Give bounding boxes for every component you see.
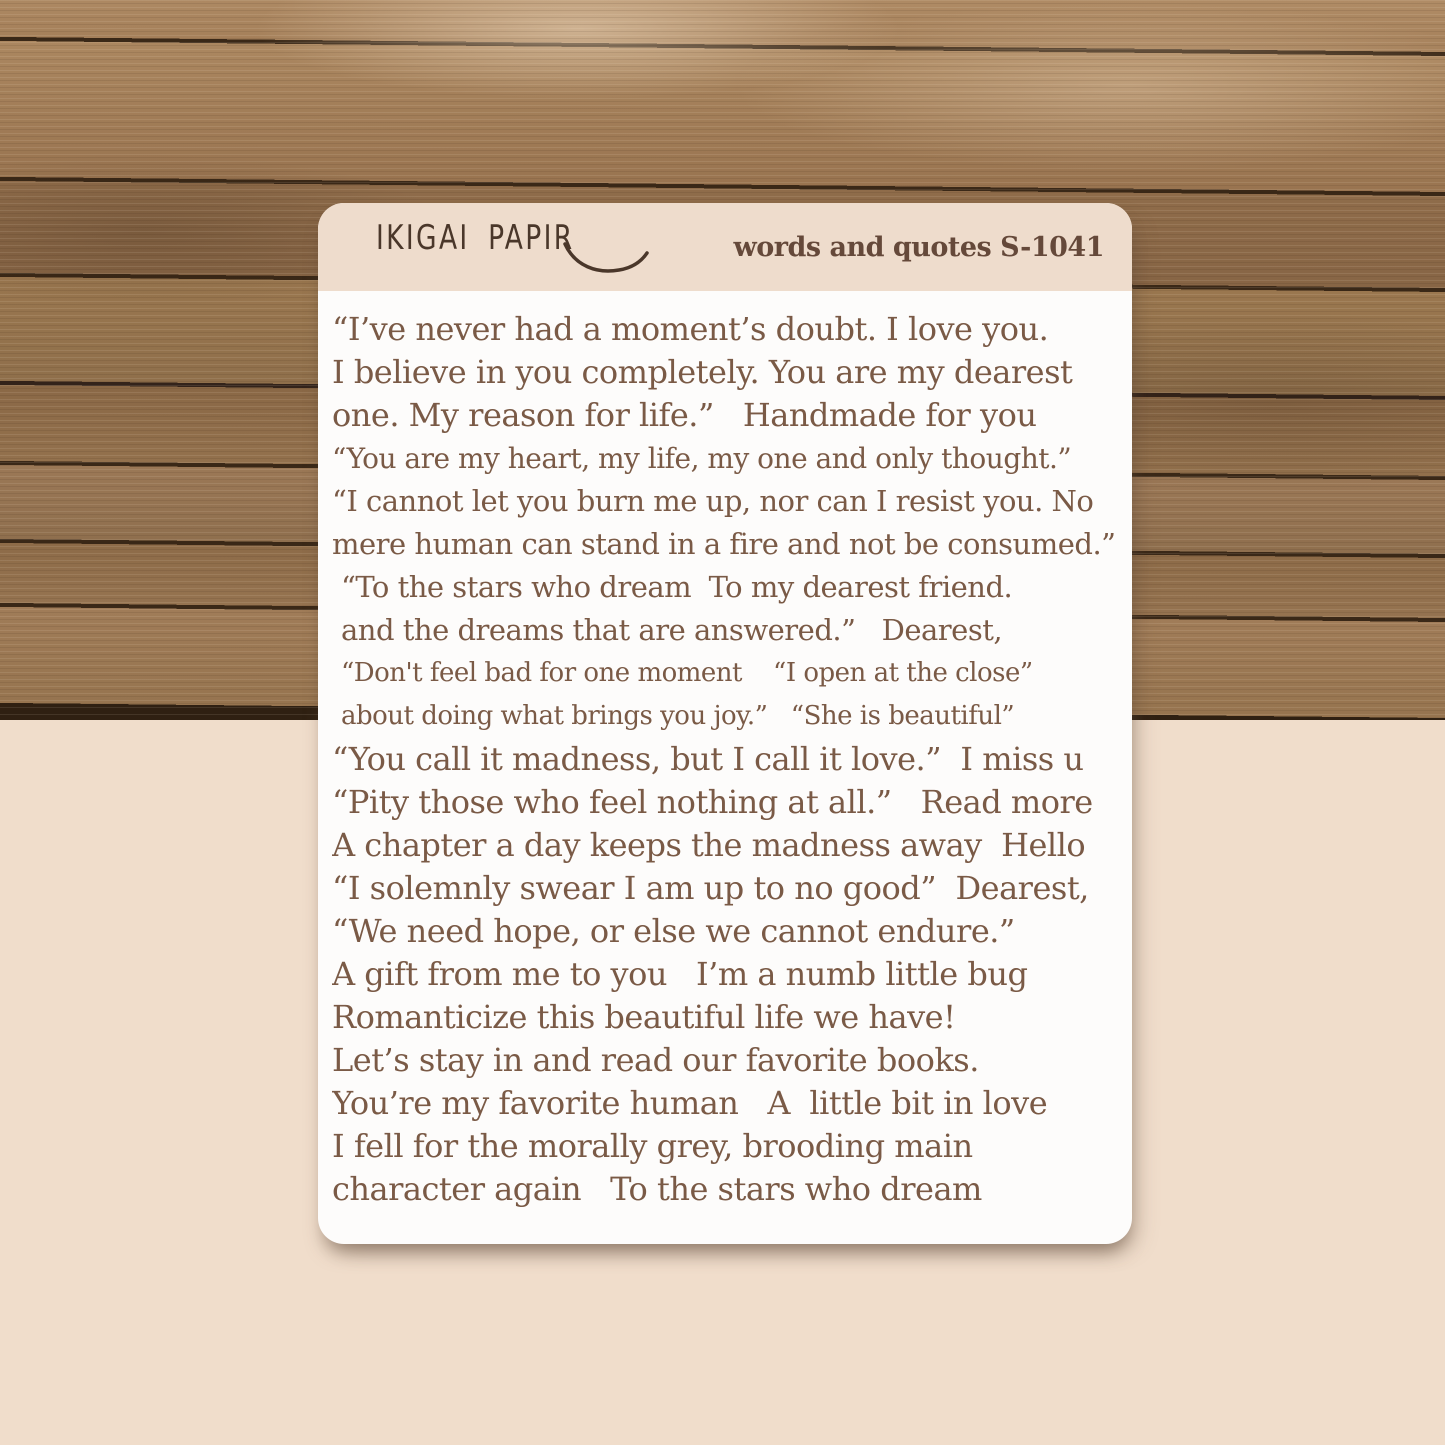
sticker-line: “Pity those who feel nothing at all.” Read more [332, 783, 1093, 821]
sticker-sheet [318, 203, 1132, 1244]
sticker-line: I fell for the morally grey, brooding main [332, 1127, 973, 1165]
brand-logo [376, 218, 651, 276]
sticker-line: “I cannot let you burn me up, nor can I resist you. No [332, 484, 1094, 518]
sticker-line: “You are my heart, my life, my one and only thought.” [332, 442, 1072, 475]
sticker-line: one. My reason for life.” Handmade for you [332, 396, 1037, 434]
sticker-line: and the dreams that are answered.” Dearest, [341, 613, 1003, 647]
brand-logo-text: IKIGAI PAPIR [376, 218, 575, 258]
logo-swoosh-icon [563, 242, 651, 276]
sticker-line: “We need hope, or else we cannot endure.” [332, 912, 1015, 950]
sticker-line: “Don't feel bad for one moment “I open at the close” [341, 658, 1033, 688]
sheet-code-label: words and quotes S-1041 [733, 231, 1104, 263]
sticker-line: A chapter a day keeps the madness away Hello [332, 826, 1086, 864]
sticker-line: “I’ve never had a moment’s doubt. I love you. [332, 310, 1049, 348]
sticker-line: “You call it madness, but I call it love.” I miss u [332, 740, 1084, 778]
sticker-line: “To the stars who dream To my dearest friend. [341, 570, 1013, 604]
sticker-line: You’re my favorite human A little bit in love [332, 1084, 1048, 1122]
sticker-line: Let’s stay in and read our favorite books. [332, 1041, 979, 1079]
sticker-line: about doing what brings you joy.” “She is beautiful” [341, 701, 1015, 731]
sticker-line: A gift from me to you I’m a numb little bug [332, 955, 1028, 993]
sheet-header [318, 203, 1132, 291]
sticker-text-block [318, 291, 1132, 1211]
sticker-line: character again To the stars who dream [332, 1170, 982, 1208]
sticker-line: Romanticize this beautiful life we have! [332, 998, 956, 1036]
sticker-line: I believe in you completely. You are my dearest [332, 353, 1073, 391]
sticker-line: mere human can stand in a fire and not be consumed.” [332, 527, 1116, 561]
sticker-line: “I solemnly swear I am up to no good” Dearest, [332, 869, 1089, 907]
